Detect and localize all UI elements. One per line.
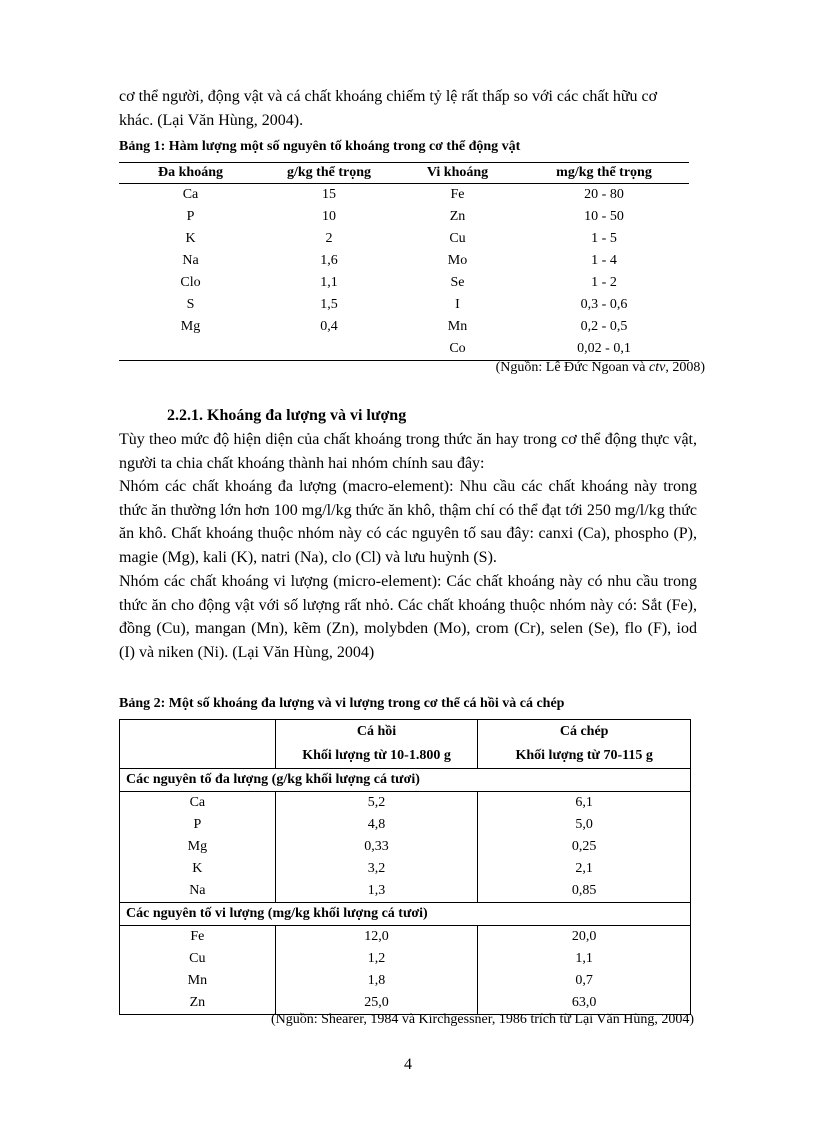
table2-header-row <box>120 720 691 769</box>
table1-source-suffix: , 2008) <box>665 360 705 375</box>
table-cell: 25,0 <box>275 992 478 1015</box>
table-cell: 5,2 <box>275 792 478 815</box>
table-cell: 1,2 <box>275 948 478 970</box>
table-row <box>120 858 691 880</box>
table-cell: 1,5 <box>320 297 338 312</box>
table1-source <box>496 360 705 376</box>
table2-header-carp <box>478 720 691 769</box>
table-row <box>119 272 689 294</box>
table2-group-micro: Các nguyên tố vi lượng (mg/kg khối lượng cá tươi) <box>120 903 691 926</box>
table-cell: P <box>186 209 195 224</box>
table-cell: 1,8 <box>275 970 478 992</box>
table-row <box>119 316 689 338</box>
table-cell: Co <box>396 338 519 361</box>
table-cell <box>119 338 262 361</box>
table-cell: 0,3 - 0,6 <box>580 297 628 312</box>
table-cell: 12,0 <box>275 926 478 949</box>
table-cell: 4,8 <box>275 814 478 836</box>
table-cell: 1 - 2 <box>591 275 617 290</box>
table-cell: Na <box>120 880 276 903</box>
table-cell: S <box>186 297 195 312</box>
table2-caption: Bảng 2: Một số khoáng đa lượng và vi lượng trong cơ thể cá hồi và cá chép <box>119 696 565 711</box>
table2-group-macro: Các nguyên tố đa lượng (g/kg khối lượng cá tươi) <box>120 769 691 792</box>
table2-header-carp-name: Cá chép <box>559 724 609 739</box>
table-row <box>120 948 691 970</box>
table-cell: Zn <box>449 209 466 224</box>
table-row <box>120 836 691 858</box>
table-cell: 0,85 <box>478 880 691 903</box>
table-cell: Mg <box>180 319 201 334</box>
table-cell: 1,6 <box>320 253 338 268</box>
table1-header-cell: g/kg thể trọng <box>262 163 396 184</box>
table-cell: Cu <box>120 948 276 970</box>
table2-header-carp-weight: Khối lượng từ 70-115 g <box>515 748 653 763</box>
table1-caption: Bảng 1: Hàm lượng một số nguyên tố khoáng trong cơ thể động vật <box>119 139 521 154</box>
table-row <box>119 338 689 361</box>
table-cell: 15 <box>322 187 336 202</box>
table-row <box>120 970 691 992</box>
intro-line-2: khác. (Lại Văn Hùng, 2004). <box>119 111 304 129</box>
table1 <box>119 162 689 361</box>
table-cell: 0,25 <box>478 836 691 858</box>
section-paragraph-2: Nhóm các chất khoáng đa lượng (macro-element): Nhu cầu các chất khoáng này trong thức ăn thường lớn hơn 100 mg/l/kg thức ăn khô, thậm chí có thể đạt tới 250 mg/l/kg thức ăn khô. Chất khoáng thuộc nhóm này có các nguyên tố sau đây: canxi (Ca), phospho (P), magie (Mg), kali (K), natri (Na), clo (Cl) và lưu huỳnh (S). <box>119 478 697 566</box>
table-cell: Fe <box>120 926 276 949</box>
table-row <box>119 250 689 272</box>
intro-paragraph <box>119 85 697 132</box>
table-cell: 10 <box>322 209 336 224</box>
table1-header-row <box>119 163 689 184</box>
table-cell: 20,0 <box>478 926 691 949</box>
table-cell: 0,7 <box>478 970 691 992</box>
table-cell: 5,0 <box>478 814 691 836</box>
table-cell: 1 - 4 <box>591 253 617 268</box>
table-cell: Mo <box>447 253 468 268</box>
table-cell: 2,1 <box>478 858 691 880</box>
table2-empty-corner <box>120 720 276 769</box>
table2-header-salmon <box>275 720 478 769</box>
table-cell: Mn <box>120 970 276 992</box>
table2-header-salmon-weight: Khối lượng từ 10-1.800 g <box>302 748 451 763</box>
table2-source: (Nguồn: Shearer, 1984 và Kirchgessner, 1986 trích từ Lại Văn Hùng, 2004) <box>270 1012 694 1027</box>
table-cell: Zn <box>120 992 276 1015</box>
table-cell: 20 - 80 <box>584 187 624 202</box>
table-row <box>119 206 689 228</box>
table-cell: 0,2 - 0,5 <box>580 319 628 334</box>
table-row <box>120 926 691 949</box>
table-cell: 3,2 <box>275 858 478 880</box>
table2 <box>119 719 691 1015</box>
table2-group-row <box>120 903 691 926</box>
table-cell: Na <box>182 253 199 268</box>
table1-header-cell: Vi khoáng <box>396 163 519 184</box>
table-cell: Clo <box>180 275 201 290</box>
table-cell: Ca <box>182 187 199 202</box>
table1-source-prefix: (Nguồn: Lê Đức Ngoan và <box>495 360 649 375</box>
table2-group-row <box>120 769 691 792</box>
table-row <box>119 228 689 250</box>
table-cell: 10 - 50 <box>584 209 624 224</box>
intro-line-1: cơ thể người, động vật và cá chất khoáng chiếm tỷ lệ rất thấp so với các chất hữu cơ <box>119 88 658 105</box>
table-cell: 1,3 <box>275 880 478 903</box>
table1-header-cell: mg/kg thể trọng <box>519 163 689 184</box>
table-cell: P <box>120 814 276 836</box>
table-cell: K <box>120 858 276 880</box>
table1-header-cell: Đa khoáng <box>119 163 262 184</box>
table-cell: Ca <box>120 792 276 815</box>
table-row <box>120 792 691 815</box>
table-cell <box>262 338 396 361</box>
table-row <box>119 294 689 316</box>
table1-source-italic: ctv <box>649 360 666 375</box>
table-cell: Mn <box>447 319 468 334</box>
table-cell: 1 - 5 <box>591 231 617 246</box>
section-paragraph-3: Nhóm các chất khoáng vi lượng (micro-element): Các chất khoáng này có nhu cầu trong thức ăn cho động vật với số lượng rất nhỏ. Các chất khoáng thuộc nhóm này có: Sắt (Fe), đồng (Cu), mangan (Mn), kẽm (Zn), molybden (Mo), crom (Cr), selen (Se), flo (F), iod (I) và niken (Ni). (Lại Văn Hùng, 2004) <box>119 573 697 661</box>
table2-header-salmon-name: Cá hồi <box>356 724 397 739</box>
page-number: 4 <box>404 1056 412 1073</box>
table-row <box>120 814 691 836</box>
table-cell: 2 <box>325 231 333 246</box>
table-row <box>119 184 689 207</box>
table-cell: 0,02 - 0,1 <box>519 338 689 361</box>
table-cell: 0,4 <box>320 319 338 334</box>
table-cell: Se <box>450 275 465 290</box>
table-cell: 1,1 <box>478 948 691 970</box>
table-cell: Cu <box>449 231 466 246</box>
table-cell: 0,33 <box>275 836 478 858</box>
table-cell: 1,1 <box>320 275 338 290</box>
table-row <box>120 880 691 903</box>
table-cell: 63,0 <box>478 992 691 1015</box>
table-cell: 6,1 <box>478 792 691 815</box>
section-heading: 2.2.1. Khoáng đa lượng và vi lượng <box>167 407 407 424</box>
table-cell: I <box>455 297 460 312</box>
table-cell: K <box>185 231 196 246</box>
table-cell: Fe <box>450 187 465 202</box>
section-paragraph-1: Tùy theo mức độ hiện diện của chất khoáng trong thức ăn hay trong cơ thể động thực vật, người ta chia chất khoáng thành hai nhóm chính sau đây: <box>119 431 697 472</box>
table-cell: Mg <box>120 836 276 858</box>
